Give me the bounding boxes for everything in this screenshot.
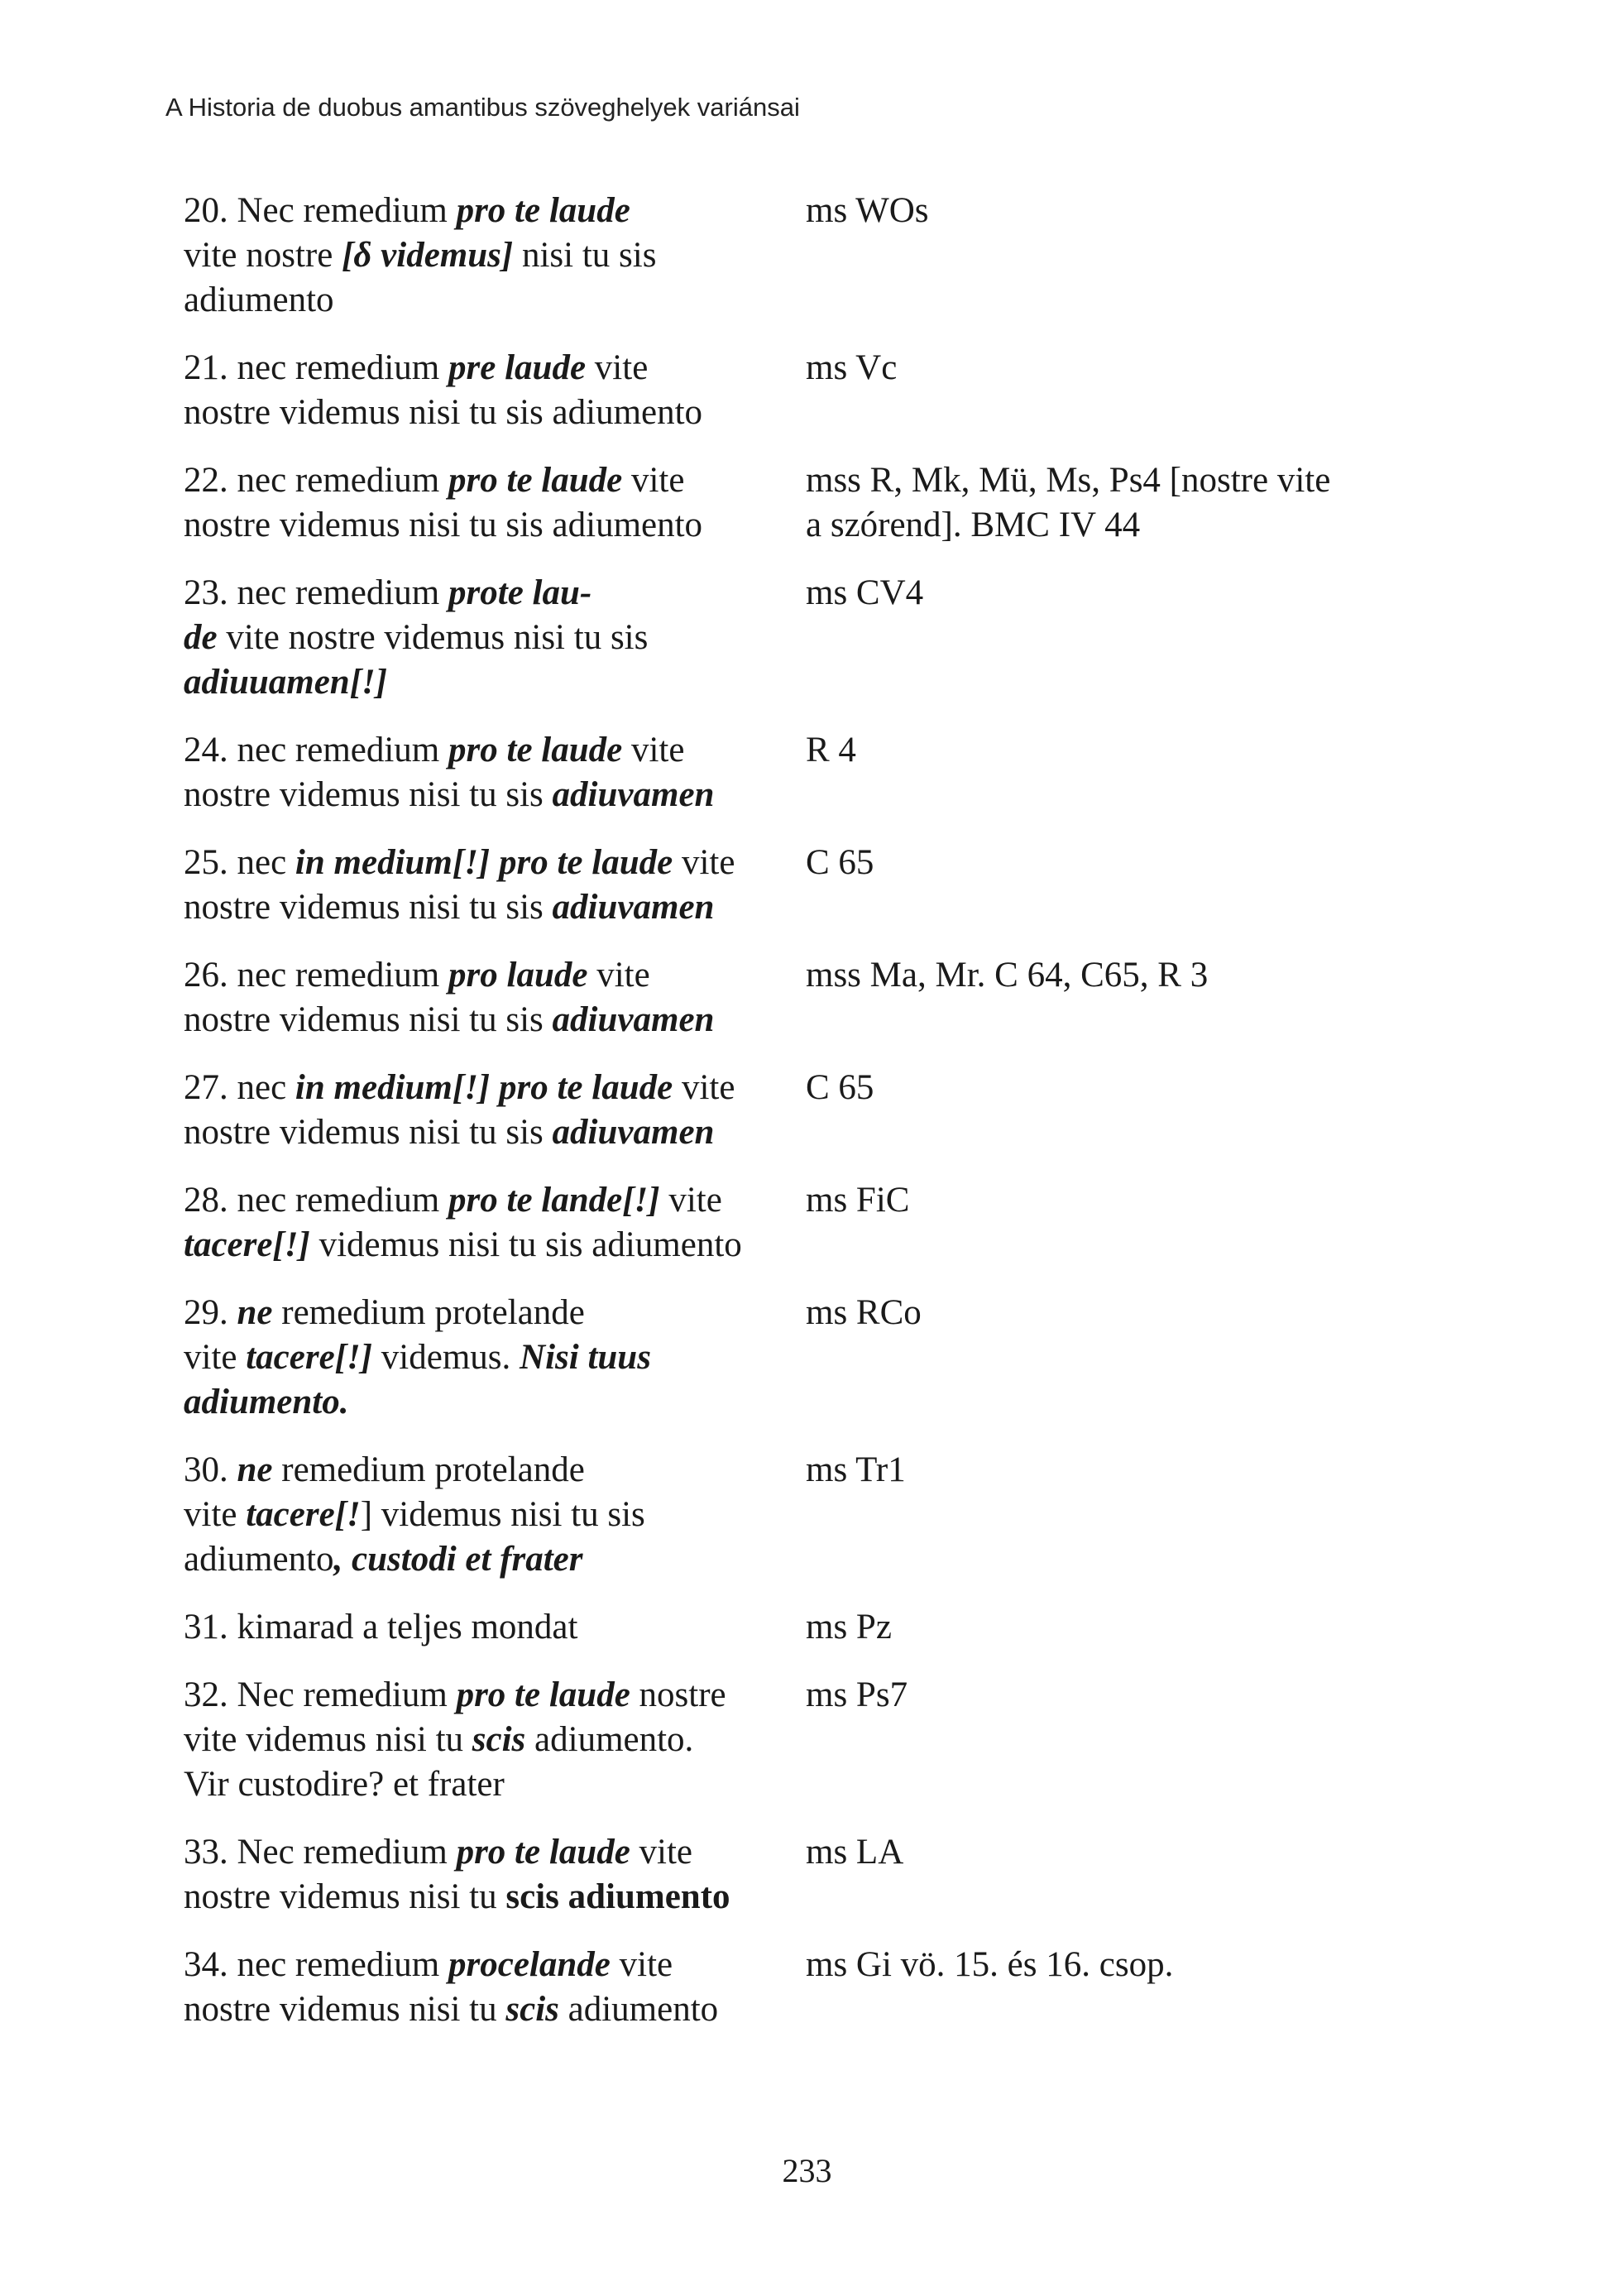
- variant-segment: 34. nec remedium: [184, 1945, 449, 1984]
- variant-source: [806, 1830, 1458, 1920]
- variant-segment: 28. nec remedium: [184, 1181, 449, 1220]
- variant-source-line: ms Pz: [806, 1608, 892, 1647]
- variant-reading: scis: [505, 1990, 559, 2029]
- variant-segment: nostre videmus nisi tu: [184, 1877, 506, 1916]
- variant-source: [806, 1448, 1458, 1582]
- variant-source-line: R 4: [806, 731, 856, 769]
- variant-text: [184, 953, 806, 1043]
- variant-segment: vite: [659, 1181, 722, 1220]
- variant-segment: nostre videmus nisi tu sis: [184, 1113, 553, 1152]
- variant-segment: adiumento.: [525, 1720, 694, 1759]
- variant-row: [184, 458, 1458, 548]
- variant-text: [184, 1291, 806, 1425]
- variant-segment: vite: [184, 1495, 247, 1534]
- variant-segment: vite: [586, 348, 649, 387]
- variant-reading: ne: [237, 1450, 273, 1489]
- variant-row: [184, 1448, 1458, 1582]
- variant-text-line: [184, 1605, 806, 1650]
- variant-segment: nostre: [630, 1675, 726, 1714]
- variant-reading: prote lau-: [448, 573, 592, 612]
- running-header: A Historia de duobus amantibus szöveghelyek variánsai: [165, 93, 800, 122]
- variant-segment: 27. nec: [184, 1068, 295, 1107]
- variant-reading: adiuvamen: [552, 888, 715, 927]
- variant-source: [806, 728, 1458, 817]
- variant-text: [184, 571, 806, 705]
- variant-source: [806, 571, 1458, 705]
- variant-reading: tacere[!]: [246, 1338, 373, 1377]
- variant-reading: tacere[!]: [184, 1225, 310, 1264]
- variant-text-line: [184, 346, 806, 391]
- variant-reading: de: [184, 618, 218, 657]
- variant-reading: pro laude: [448, 956, 588, 995]
- variant-text-line: [184, 1762, 806, 1807]
- variant-segment: nostre videmus nisi tu sis: [184, 775, 553, 814]
- variant-row: [184, 571, 1458, 705]
- variant-segment: remedium protelande: [272, 1450, 585, 1489]
- variant-text: [184, 189, 806, 323]
- variant-segment: vite nostre videmus nisi tu sis: [217, 618, 649, 657]
- variant-text-line: [184, 1673, 806, 1718]
- variant-source: [806, 1673, 1458, 1807]
- variant-reading: adiuuamen[!]: [184, 663, 388, 702]
- variant-reading: scis: [472, 1720, 526, 1759]
- variant-segment: videmus nisi tu sis adiumento: [309, 1225, 742, 1264]
- variant-text: [184, 346, 806, 435]
- variant-source-line: a szórend]. BMC IV 44: [806, 506, 1141, 544]
- variant-segment: 29.: [184, 1293, 237, 1332]
- variant-source: [806, 1291, 1458, 1425]
- variant-text-line: [184, 616, 806, 660]
- variant-text-line: [184, 1291, 806, 1335]
- variant-reading: adiumento.: [184, 1383, 349, 1421]
- variant-segment: ] videmus nisi tu sis: [360, 1495, 645, 1534]
- variant-segment: nostre videmus nisi tu sis adiumento: [184, 506, 703, 544]
- variant-source-line: mss Ma, Mr. C 64, C65, R 3: [806, 956, 1209, 995]
- variant-segment: 21. nec remedium: [184, 348, 449, 387]
- variant-segment: vite: [622, 731, 685, 769]
- variant-source: [806, 189, 1458, 323]
- variant-text-line: [184, 233, 806, 278]
- variant-row: [184, 1605, 1458, 1650]
- variant-segment: 25. nec: [184, 843, 295, 882]
- variant-reading: adiuvamen: [552, 775, 715, 814]
- variant-row: [184, 728, 1458, 817]
- variant-text-line: [184, 660, 806, 705]
- variant-text-line: [184, 1943, 806, 1987]
- variant-segment: nostre videmus nisi tu: [184, 1990, 506, 2029]
- variant-segment: 26. nec remedium: [184, 956, 449, 995]
- variant-reading: tacere[!: [246, 1495, 361, 1534]
- variant-source-line: ms Vc: [806, 348, 898, 387]
- variant-source-line: ms LA: [806, 1833, 904, 1872]
- variant-segment: 23. nec remedium: [184, 573, 449, 612]
- variant-text-line: [184, 1537, 806, 1582]
- variant-source: [806, 1605, 1458, 1650]
- variant-text: [184, 1943, 806, 2032]
- variant-reading: pre laude: [448, 348, 587, 387]
- variant-text-line: [184, 1178, 806, 1223]
- variant-segment: adiumento: [558, 1990, 719, 2029]
- variant-text-line: [184, 1380, 806, 1425]
- variant-row: [184, 1291, 1458, 1425]
- variant-text-line: [184, 458, 806, 503]
- variant-row: [184, 1673, 1458, 1807]
- variant-reading: adiuvamen: [552, 1000, 715, 1039]
- variant-text-line: [184, 503, 806, 548]
- variant-reading: Nisi tuus: [520, 1338, 651, 1377]
- variant-text: [184, 458, 806, 548]
- variant-segment: vite: [630, 1833, 693, 1872]
- variant-source-line: C 65: [806, 843, 874, 882]
- variant-reading: , custodi et frater: [333, 1540, 583, 1579]
- variant-reading: adiuvamen: [552, 1113, 715, 1152]
- variant-segment: 31. kimarad a teljes mondat: [184, 1608, 578, 1647]
- variant-source: [806, 1178, 1458, 1268]
- variant-row: [184, 841, 1458, 930]
- variant-source: [806, 1943, 1458, 2032]
- variant-reading: ne: [237, 1293, 273, 1332]
- page-number: 233: [782, 2152, 832, 2189]
- variant-reading: in medium[!] pro te laude: [295, 843, 673, 882]
- variant-text: [184, 1605, 806, 1650]
- variant-text-line: [184, 1830, 806, 1875]
- variant-segment: 20. Nec remedium: [184, 191, 457, 230]
- variant-segment: 30.: [184, 1450, 237, 1489]
- variant-text: [184, 1673, 806, 1807]
- variant-segment: nostre videmus nisi tu sis: [184, 888, 553, 927]
- variant-text: [184, 1830, 806, 1920]
- variant-reading: in medium[!] pro te laude: [295, 1068, 673, 1107]
- variant-text-line: [184, 1110, 806, 1155]
- variant-source: [806, 1066, 1458, 1155]
- variant-reading: pro te laude: [448, 461, 623, 500]
- variant-reading: [δ videmus]: [342, 236, 514, 275]
- variant-segment: vite: [610, 1945, 673, 1984]
- variant-row: [184, 1830, 1458, 1920]
- variant-source-line: ms Tr1: [806, 1450, 906, 1489]
- variant-segment: vite: [673, 1068, 735, 1107]
- variant-segment: adiumento: [184, 280, 334, 319]
- variant-row: [184, 346, 1458, 435]
- variant-text-line: [184, 841, 806, 885]
- variant-segment: vite videmus nisi tu: [184, 1720, 472, 1759]
- variant-text-line: [184, 278, 806, 323]
- variant-row: [184, 1066, 1458, 1155]
- variant-text-line: [184, 391, 806, 435]
- variant-segment: vite nostre: [184, 236, 342, 275]
- variant-text-line: [184, 773, 806, 817]
- variant-text: [184, 728, 806, 817]
- variant-text: [184, 841, 806, 930]
- variant-segment: adiumento: [184, 1540, 334, 1579]
- variant-source-line: ms Ps7: [806, 1675, 908, 1714]
- variant-source: [806, 953, 1458, 1043]
- variant-text-line: [184, 189, 806, 233]
- variant-reading: pro te lande[!]: [448, 1181, 660, 1220]
- variant-source: [806, 841, 1458, 930]
- variant-text-line: [184, 953, 806, 998]
- variant-text-line: [184, 1987, 806, 2032]
- variant-row: [184, 953, 1458, 1043]
- variant-segment: 22. nec remedium: [184, 461, 449, 500]
- variant-segment: vite: [673, 843, 735, 882]
- variant-source-line: mss R, Mk, Mü, Ms, Ps4 [nostre vite: [806, 461, 1331, 500]
- variant-reading: procelande: [448, 1945, 611, 1984]
- variant-text-line: [184, 1718, 806, 1762]
- variant-reading: pro te laude: [456, 1675, 630, 1714]
- variant-text-line: [184, 571, 806, 616]
- variant-row: [184, 1178, 1458, 1268]
- variant-source-line: ms WOs: [806, 191, 929, 230]
- variant-source-line: ms CV4: [806, 573, 924, 612]
- variant-segment: remedium protelande: [272, 1293, 585, 1332]
- variant-text-line: [184, 1875, 806, 1920]
- variant-reading: pro te laude: [448, 731, 623, 769]
- variant-list: [184, 189, 1458, 2055]
- variant-reading: pro te laude: [456, 1833, 630, 1872]
- variant-row: [184, 1943, 1458, 2032]
- variant-text-line: [184, 998, 806, 1043]
- variant-source-line: ms Gi vö. 15. és 16. csop.: [806, 1945, 1174, 1984]
- variant-text: [184, 1448, 806, 1582]
- variant-text-line: [184, 1223, 806, 1268]
- variant-text-line: [184, 728, 806, 773]
- variant-text-line: [184, 1448, 806, 1493]
- variant-reading: pro te laude: [456, 191, 630, 230]
- variant-segment: nostre videmus nisi tu sis adiumento: [184, 393, 703, 432]
- variant-segment: vite: [622, 461, 685, 500]
- variant-segment: 24. nec remedium: [184, 731, 449, 769]
- variant-text-line: [184, 1335, 806, 1380]
- variant-source: [806, 458, 1458, 548]
- variant-source-line: ms FiC: [806, 1181, 910, 1220]
- variant-segment: videmus.: [372, 1338, 520, 1377]
- variant-text-line: [184, 1066, 806, 1110]
- variant-segment: 33. Nec remedium: [184, 1833, 457, 1872]
- variant-text: [184, 1066, 806, 1155]
- variant-source: [806, 346, 1458, 435]
- variant-segment: Vir custodire? et frater: [184, 1765, 505, 1804]
- variant-segment: nisi tu sis: [513, 236, 657, 275]
- variant-reading: scis adiumento: [505, 1877, 730, 1916]
- variant-text-line: [184, 885, 806, 930]
- variant-source-line: C 65: [806, 1068, 874, 1107]
- variant-row: [184, 189, 1458, 323]
- variant-segment: vite: [587, 956, 650, 995]
- variant-source-line: ms RCo: [806, 1293, 922, 1332]
- variant-segment: nostre videmus nisi tu sis: [184, 1000, 553, 1039]
- variant-text-line: [184, 1493, 806, 1537]
- variant-segment: vite: [184, 1338, 247, 1377]
- variant-segment: 32. Nec remedium: [184, 1675, 457, 1714]
- variant-text: [184, 1178, 806, 1268]
